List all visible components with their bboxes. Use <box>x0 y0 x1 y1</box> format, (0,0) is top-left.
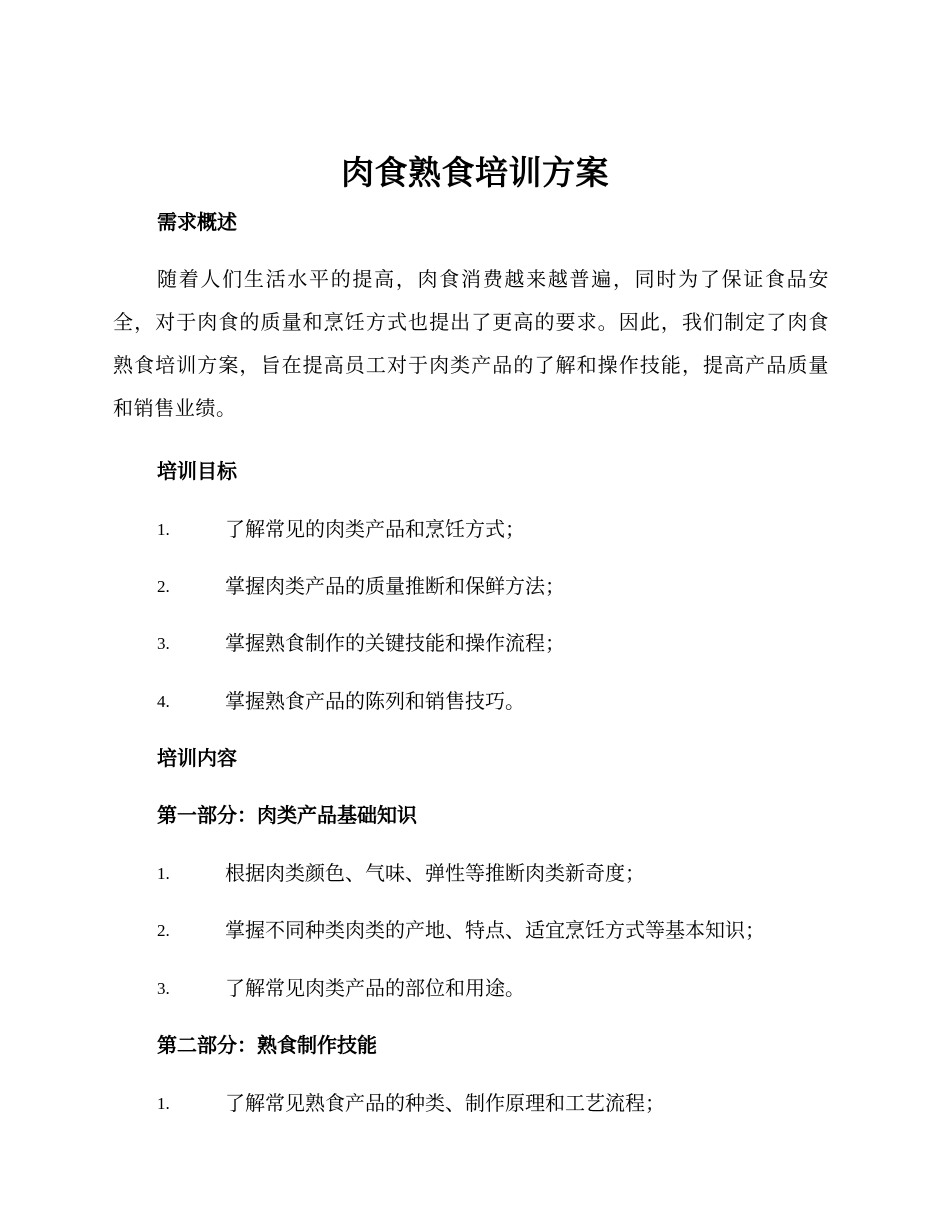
list-text: 根据肉类颜色、气味、弹性等推断肉类新奇度； <box>225 861 645 885</box>
list-item <box>157 973 857 1003</box>
list-item <box>157 858 857 888</box>
list-text: 了解常见的肉类产品和烹饪方式； <box>225 517 525 541</box>
list-number: 2. <box>157 921 170 940</box>
list-text: 掌握熟食产品的陈列和销售技巧。 <box>225 689 525 713</box>
list-item <box>157 686 857 716</box>
heading-content: 培训内容 <box>157 746 237 770</box>
list-text: 掌握不同种类肉类的产地、特点、适宜烹饪方式等基本知识； <box>225 918 765 942</box>
list-number: 3. <box>157 634 170 653</box>
list-item <box>157 1088 857 1118</box>
list-text: 了解常见熟食产品的种类、制作原理和工艺流程； <box>225 1091 665 1115</box>
list-text: 掌握肉类产品的质量推断和保鲜方法； <box>225 574 565 598</box>
overview-paragraph: 随着人们生活水平的提高，肉食消费越来越普遍，同时为了保证食品安全，对于肉食的质量和烹饪方式也提出了更高的要求。因此，我们制定了肉食熟食培训方案，旨在提高员工对于肉类产品的了解和操作技能，提高产品质量和销售业绩。 <box>113 267 829 420</box>
list-item <box>157 628 857 658</box>
list-text: 掌握熟食制作的关键技能和操作流程； <box>225 631 565 655</box>
list-item <box>157 571 857 601</box>
list-item <box>157 514 857 544</box>
list-number: 1. <box>157 520 170 539</box>
heading-goals: 培训目标 <box>157 459 237 483</box>
heading-part2: 第二部分：熟食制作技能 <box>157 1033 377 1057</box>
list-number: 3. <box>157 979 170 998</box>
heading-part1: 第一部分：肉类产品基础知识 <box>157 803 417 827</box>
list-text: 了解常见肉类产品的部位和用途。 <box>225 976 525 1000</box>
list-number: 1. <box>157 864 170 883</box>
heading-overview: 需求概述 <box>157 210 237 234</box>
list-number: 1. <box>157 1094 170 1113</box>
document-title: 肉食熟食培训方案 <box>341 153 609 192</box>
list-item <box>157 915 857 945</box>
list-number: 4. <box>157 692 170 711</box>
list-number: 2. <box>157 577 170 596</box>
